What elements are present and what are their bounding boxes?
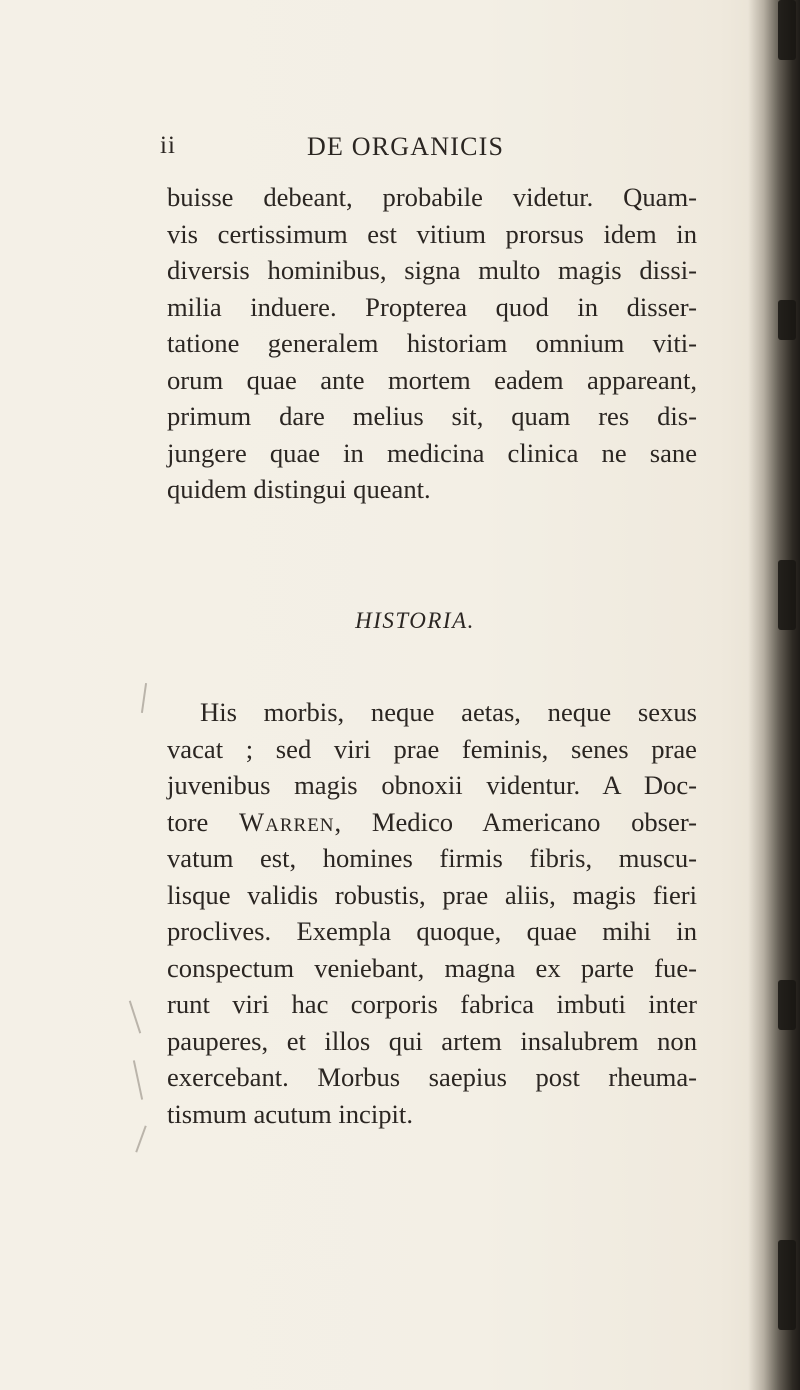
edge-shadow-mark — [778, 980, 796, 1030]
text-line: His morbis, neque aetas, neque sexus — [200, 697, 697, 727]
margin-pencil-mark — [135, 1126, 146, 1153]
paragraph-1 — [167, 179, 697, 508]
text-line: tismum acutum incipit. — [167, 1098, 413, 1129]
text-line: proclives. Exempla quoque, quae mihi in — [167, 916, 697, 946]
running-head — [0, 132, 800, 172]
text-line: buisse debeant, probabile videtur. Quam- — [167, 182, 697, 212]
text-line: tatione generalem historiam omnium viti- — [167, 328, 697, 358]
margin-pencil-mark — [133, 1060, 143, 1100]
text-line: orum quae ante mortem eadem appareant, — [167, 364, 697, 395]
text-line: quidem distingui queant. — [167, 474, 431, 504]
edge-shadow-mark — [778, 1240, 796, 1330]
edge-shadow-mark — [778, 0, 796, 60]
text-line: exercebant. Morbus saepius post rheuma- — [167, 1062, 697, 1092]
margin-pencil-mark — [129, 1001, 141, 1034]
text-line: vacat ; sed viri prae feminis, senes prae — [167, 733, 697, 764]
page-number: ii — [160, 132, 176, 159]
text-line: pauperes, et illos qui artem insalubrem non — [167, 1025, 697, 1056]
text-line: vis certissimum est vitium prorsus idem in — [167, 218, 697, 249]
text-line: vatum est, homines firmis fibris, muscu- — [167, 843, 697, 873]
text-line: diversis hominibus, signa multo magis dissi- — [167, 255, 697, 285]
text-fragment: , Medico Americano obser- — [334, 806, 697, 837]
page-binding-edge — [748, 0, 800, 1390]
text-line: lisque validis robustis, prae aliis, magis fieri — [167, 879, 697, 910]
section-heading: HISTORIA. — [355, 608, 475, 633]
paragraph-2 — [167, 694, 697, 1132]
text-line: primum dare melius sit, quam res dis- — [167, 401, 697, 431]
text-line-with-name — [167, 804, 697, 841]
text-line: jungere quae in medicina clinica ne sane — [167, 437, 697, 468]
author-name-smallcaps: Warren — [239, 806, 335, 837]
text-line: juvenibus magis obnoxii videntur. A Doc- — [167, 770, 697, 800]
text-fragment: tore — [167, 806, 209, 837]
text-line: milia induere. Propterea quod in disser- — [167, 291, 697, 322]
edge-shadow-mark — [778, 300, 796, 340]
text-line: runt viri hac corporis fabrica imbuti inter — [167, 989, 697, 1019]
margin-pencil-mark — [141, 683, 147, 713]
running-title: DE ORGANICIS — [307, 132, 505, 161]
text-line: conspectum veniebant, magna ex parte fue- — [167, 952, 697, 983]
